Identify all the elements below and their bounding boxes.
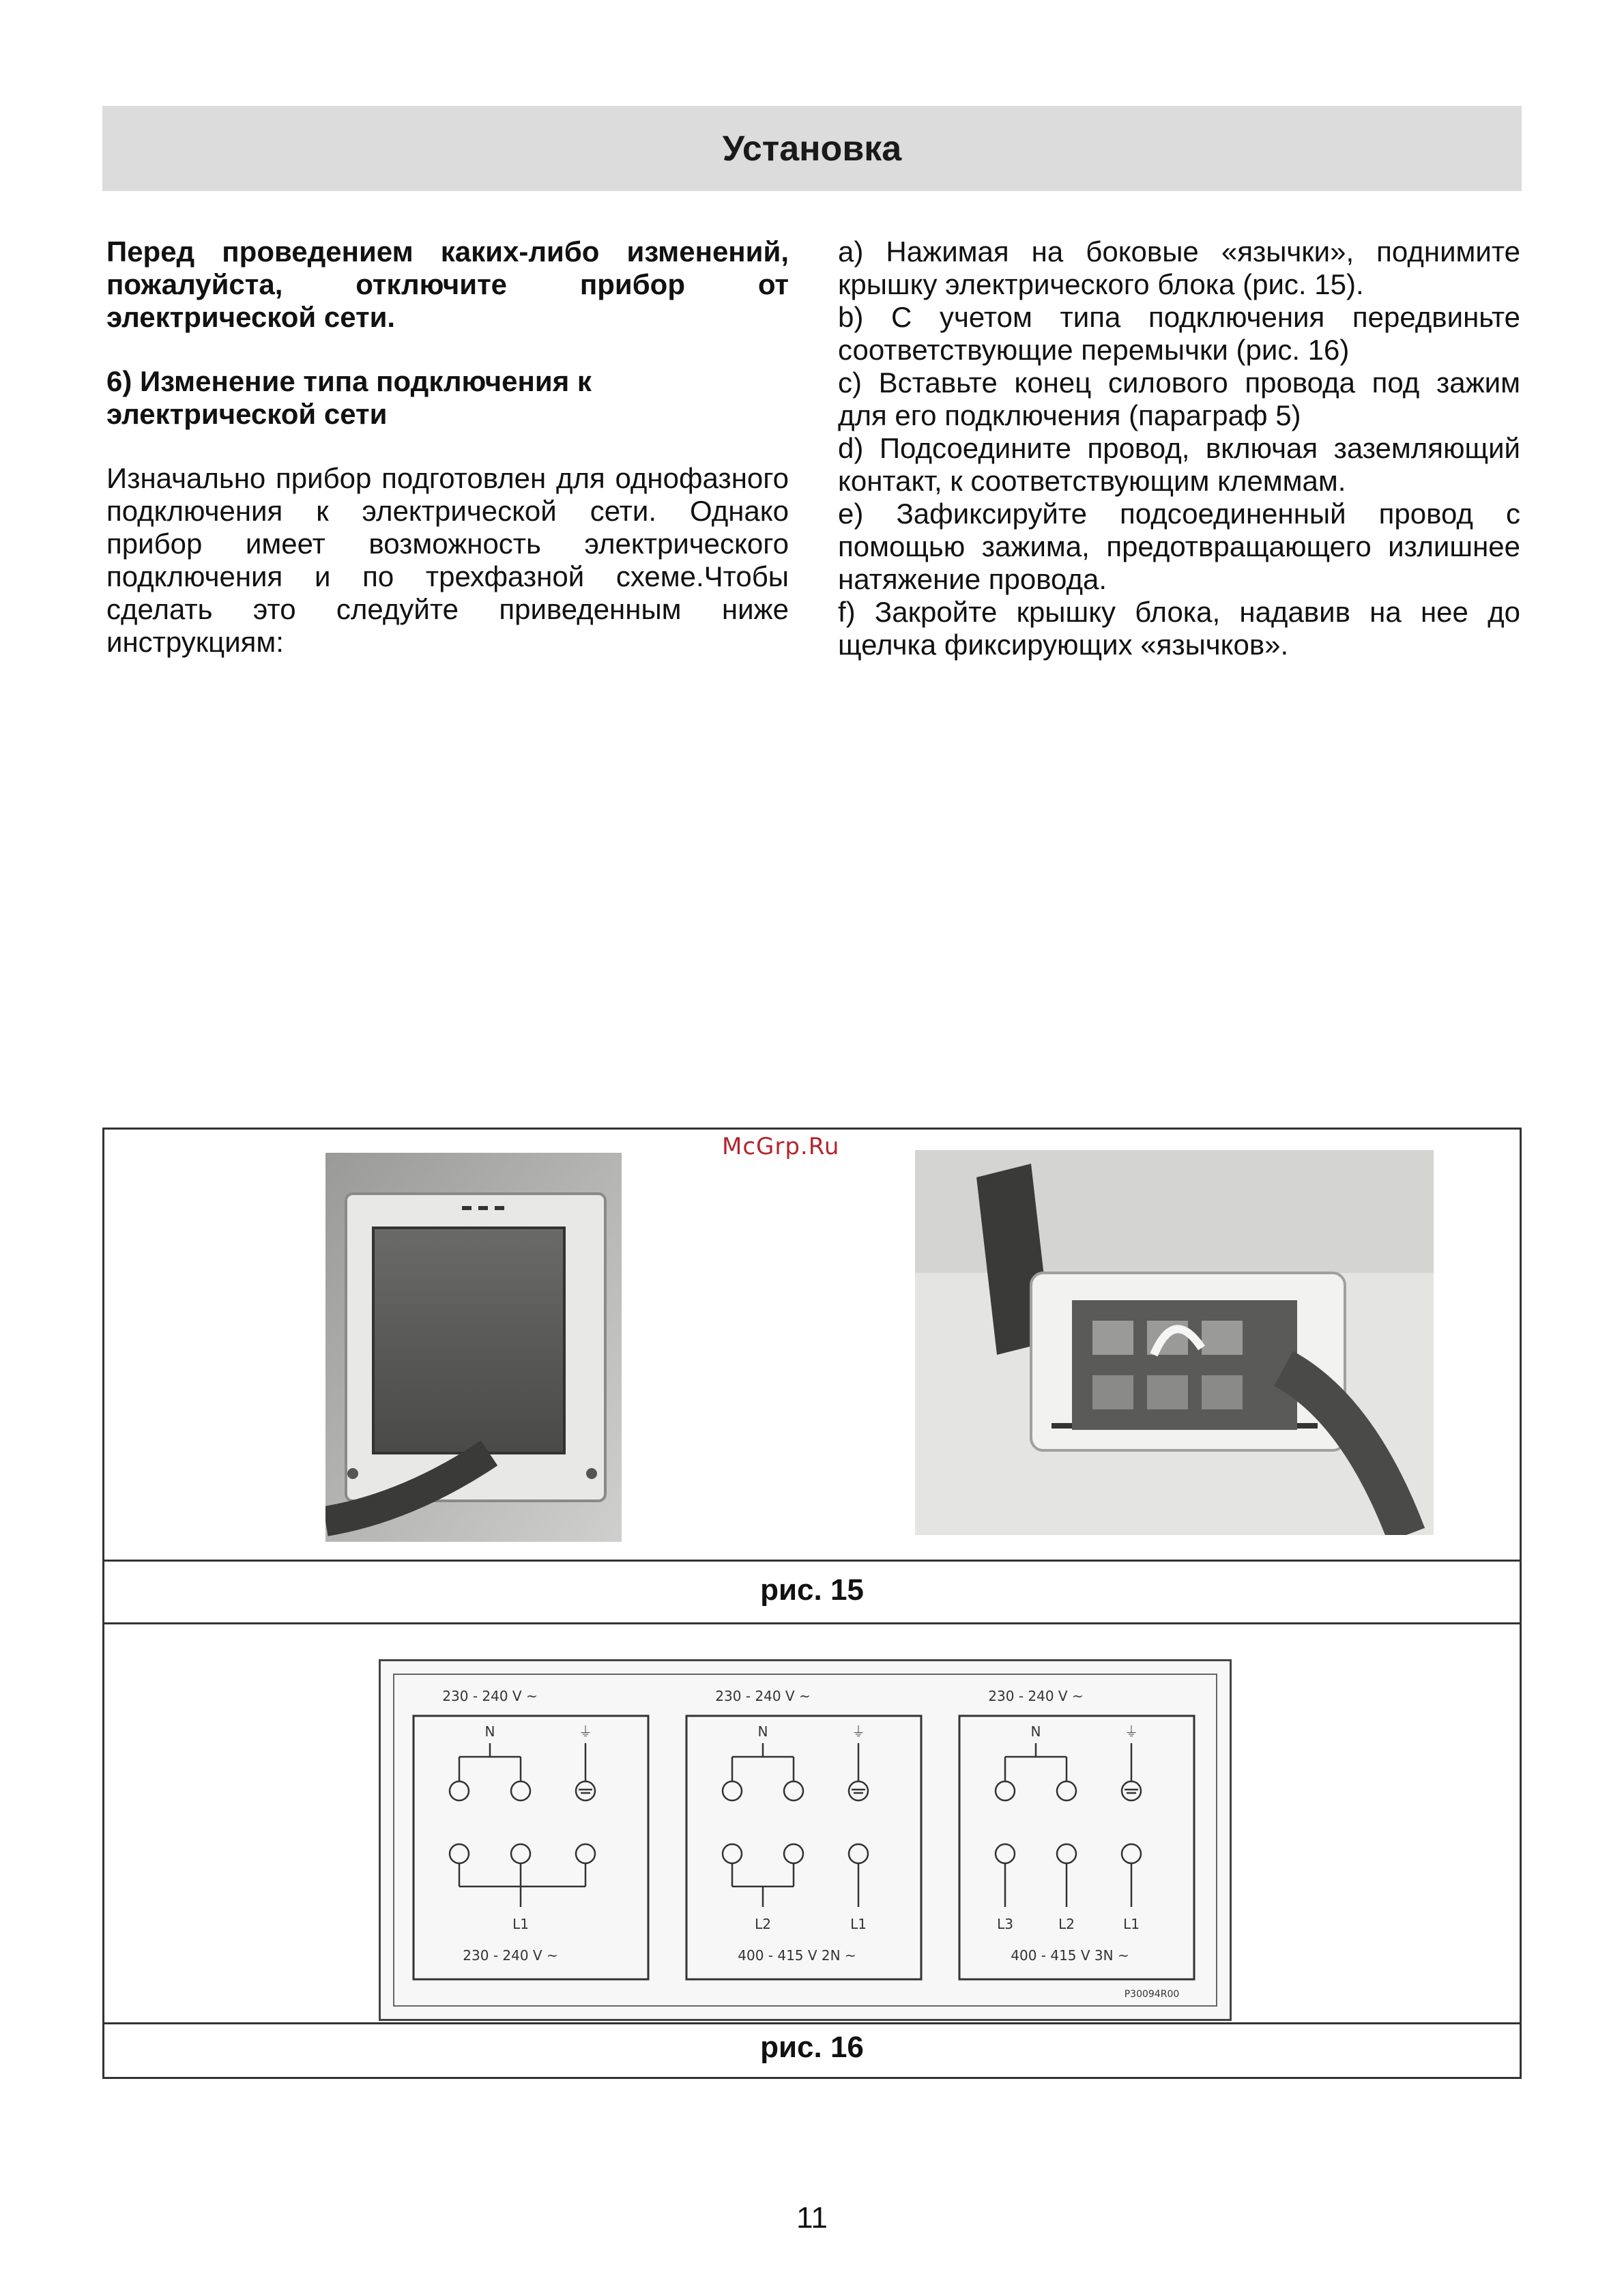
diagram1-earth-label: ⏚ <box>579 1723 592 1740</box>
step-d: d) Подсоедините провод, включая заземляющий контакт, к соответствующим клеммам. <box>838 432 1520 497</box>
photo-terminal-cover <box>325 1153 622 1542</box>
step-f: f) Закройте крышку блока, надавив на нее до щелчка фиксирующих «язычков». <box>838 596 1520 661</box>
page-title: Установка <box>722 128 902 169</box>
divider <box>104 2022 1520 2024</box>
diagram3-line-l3: L3 <box>997 1916 1013 1932</box>
step-a: а) Нажимая на боковые «язычки», поднимите крышку электрического блока (рис. 15). <box>838 235 1520 300</box>
figures-frame <box>102 1128 1522 2079</box>
diagram2-line-l2: L2 <box>755 1916 771 1932</box>
diagram3-n-label: N <box>1030 1723 1041 1740</box>
photo-terminal-open <box>915 1150 1434 1535</box>
diagram1-line-l1: L1 <box>512 1916 529 1932</box>
intro-paragraph: Изначально прибор подготовлен для однофазного подключения к электрической сети. Однако прибор имеет возможность электрического подключения и по трехфазной схеме.Чтобы сделать это следуйте приведенным ниже инструкциям: <box>106 462 789 658</box>
diagram1-n-label: N <box>484 1723 495 1740</box>
diagram2-top-label: 230 - 240 V ~ <box>715 1688 811 1704</box>
left-column <box>106 235 789 659</box>
diagram3-line-l2: L2 <box>1058 1916 1075 1932</box>
diagram2-line-l1: L1 <box>850 1916 867 1932</box>
diagram2-bottom-label: 400 - 415 V 2N ~ <box>738 1947 856 1964</box>
diagram3-top-label: 230 - 240 V ~ <box>988 1688 1084 1704</box>
diagram2-earth-label: ⏚ <box>852 1723 865 1740</box>
wiring-diagram-svg <box>381 1661 1230 2019</box>
right-column <box>838 235 1520 661</box>
diagram3-line-l1: L1 <box>1123 1916 1140 1932</box>
figure16-caption: рис. 16 <box>760 2030 864 2064</box>
diagram-code: P30094R00 <box>1124 1989 1180 2000</box>
diagram1-bottom-label: 230 - 240 V ~ <box>463 1947 558 1964</box>
watermark: McGrp.Ru <box>722 1133 840 1160</box>
section-title: 6) Изменение типа подключения к электрической сети <box>106 365 592 430</box>
divider <box>104 1622 1520 1624</box>
figure15-caption: рис. 15 <box>760 1573 864 1607</box>
diagram3-bottom-label: 400 - 415 V 3N ~ <box>1011 1947 1129 1964</box>
step-c: с) Вставьте конец силового провода под зажим для его подключения (параграф 5) <box>838 367 1520 431</box>
diagram2-n-label: N <box>757 1723 768 1740</box>
warning-text: Перед проведением каких-либо изменений, пожалуйста, отключите прибор от электрической сети. <box>106 235 789 333</box>
diagram3-earth-label: ⏚ <box>1125 1723 1138 1740</box>
page-number: 11 <box>796 2201 828 2235</box>
section-header <box>102 106 1522 191</box>
step-e: е) Зафиксируйте подсоединенный провод с помощью зажима, предотвращающего излишнее натяжение провода. <box>838 498 1520 595</box>
divider <box>104 1560 1520 1562</box>
wiring-diagram <box>379 1659 1232 2021</box>
step-b: b) С учетом типа подключения передвиньте соответствующие перемычки (рис. 16) <box>838 301 1520 366</box>
diagram1-top-label: 230 - 240 V ~ <box>442 1688 538 1704</box>
